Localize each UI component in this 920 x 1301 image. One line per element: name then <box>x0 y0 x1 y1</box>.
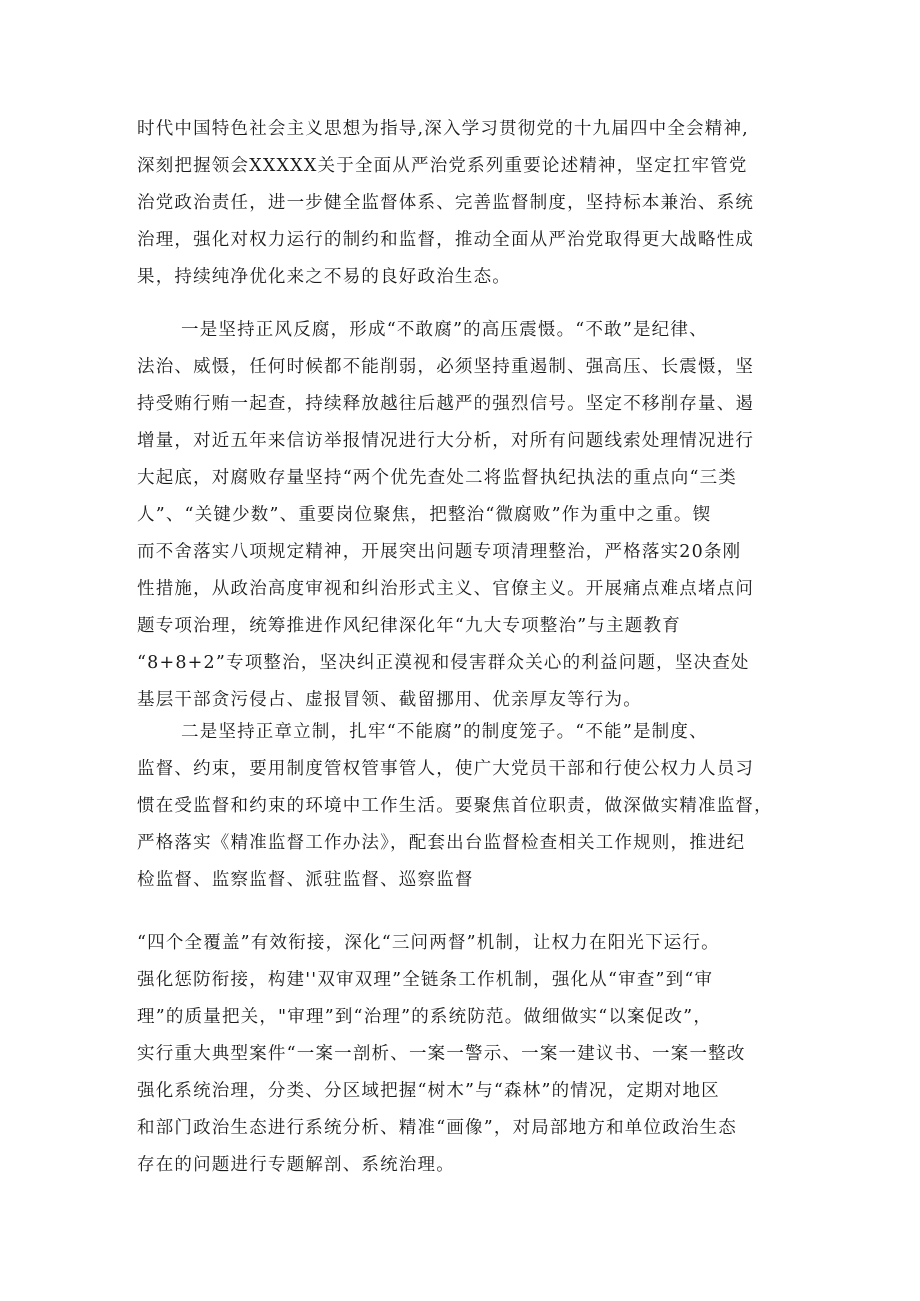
text-line: 果，持续纯净优化来之不易的良好政治生态。 <box>137 267 511 287</box>
text-line: 法治、威慑，任何时候都不能削弱，必须坚持重遏制、强高压、长震慑，坚 <box>137 357 755 377</box>
text-line: 理”的质量把关，"审理”到“治理”的系统防范。做细做实“以案促改”， <box>137 1007 713 1027</box>
text-line: 存在的问题进行专题解剖、系统治理。 <box>137 1155 455 1175</box>
paragraph-point-one <box>137 312 797 719</box>
text-line: 实行重大典型案件“一案一剖析、一案一警示、一案一建议书、一案一整改 <box>137 1044 746 1064</box>
paragraph-intro <box>137 111 797 296</box>
text-line: 和部门政治生态进行系统分析、精准“画像”，对局部地方和单位政治生态 <box>137 1118 737 1138</box>
text-line: 监督、约束，要用制度管权管事管人，使广大党员干部和行使公权力人员习 <box>137 759 755 779</box>
text-line: “四个全覆盖”有效衔接，深化“三问两督”机制，让权力在阳光下运行。 <box>137 933 720 953</box>
text-line: 大起底，对腐败存量坚持“两个优先查处二将监督执纪执法的重点向“三类 <box>137 468 737 488</box>
text-line: “8+8+2”专项整治，坚决纠正漠视和侵害群众关心的利益问题，坚决查处 <box>137 653 750 673</box>
paragraph-point-two-continued <box>137 925 797 1184</box>
text-line: 惯在受监督和约束的环境中工作生活。要聚焦首位职责，做深做实精准监督， <box>137 796 773 816</box>
paragraph-point-two <box>137 714 797 899</box>
text-line: 一是坚持正风反腐，形成“不敢腐”的高压震慑。“不敢”是纪律、 <box>181 320 708 340</box>
text-line: 人”、“关键少数”、重要岗位聚焦，把整治“微腐败”作为重中之重。锲 <box>137 505 712 525</box>
text-line: 增量，对近五年来信访举报情况进行大分析，对所有问题线索处理情况进行 <box>137 431 755 451</box>
text-line: 而不舍落实八项规定精神，开展突出问题专项清理整治，严格落实20条刚 <box>137 542 742 562</box>
text-line: 时代中国特色社会主义思想为指导,深入学习贯彻党的十九届四中全会精神, <box>137 119 749 139</box>
text-line: 强化惩防衔接，构建''双审双理”全链条工作机制，强化从“审查”到“审 <box>137 970 714 990</box>
text-line: 强化系统治理，分类、分区域把握“树木”与“森林”的情况，定期对地区 <box>137 1081 720 1101</box>
text-line: 二是坚持正章立制，扎牢“不能腐”的制度笼子。“不能”是制度、 <box>181 722 708 742</box>
text-line: 检监督、监察监督、派驻监督、巡察监督 <box>137 870 474 890</box>
text-line: 基层干部贪污侵占、虚报冒领、截留挪用、优亲厚友等行为。 <box>137 690 642 710</box>
text-line: 治党政治责任，进一步健全监督体系、完善监督制度，坚持标本兼治、系统 <box>137 193 755 213</box>
text-line: 题专项治理，统筹推进作风纪律深化年“九大专项整治”与主题教育 <box>137 616 681 636</box>
text-line: 深刻把握领会XXXXX关于全面从严治党系列重要论述精神，坚定扛牢管党 <box>137 156 748 176</box>
text-line: 治理，强化对权力运行的制约和监督，推动全面从严治党取得更大战略性成 <box>137 230 755 250</box>
text-line: 持受贿行贿一起查，持续释放越往后越严的强烈信号。坚定不移削存量、遏 <box>137 394 755 414</box>
text-line: 性措施，从政治高度审视和纠治形式主义、官僚主义。开展痛点难点堵点问 <box>137 579 755 599</box>
text-line: 严格落实《精准监督工作办法》，配套出台监督检查相关工作规则，推进纪 <box>137 833 746 853</box>
